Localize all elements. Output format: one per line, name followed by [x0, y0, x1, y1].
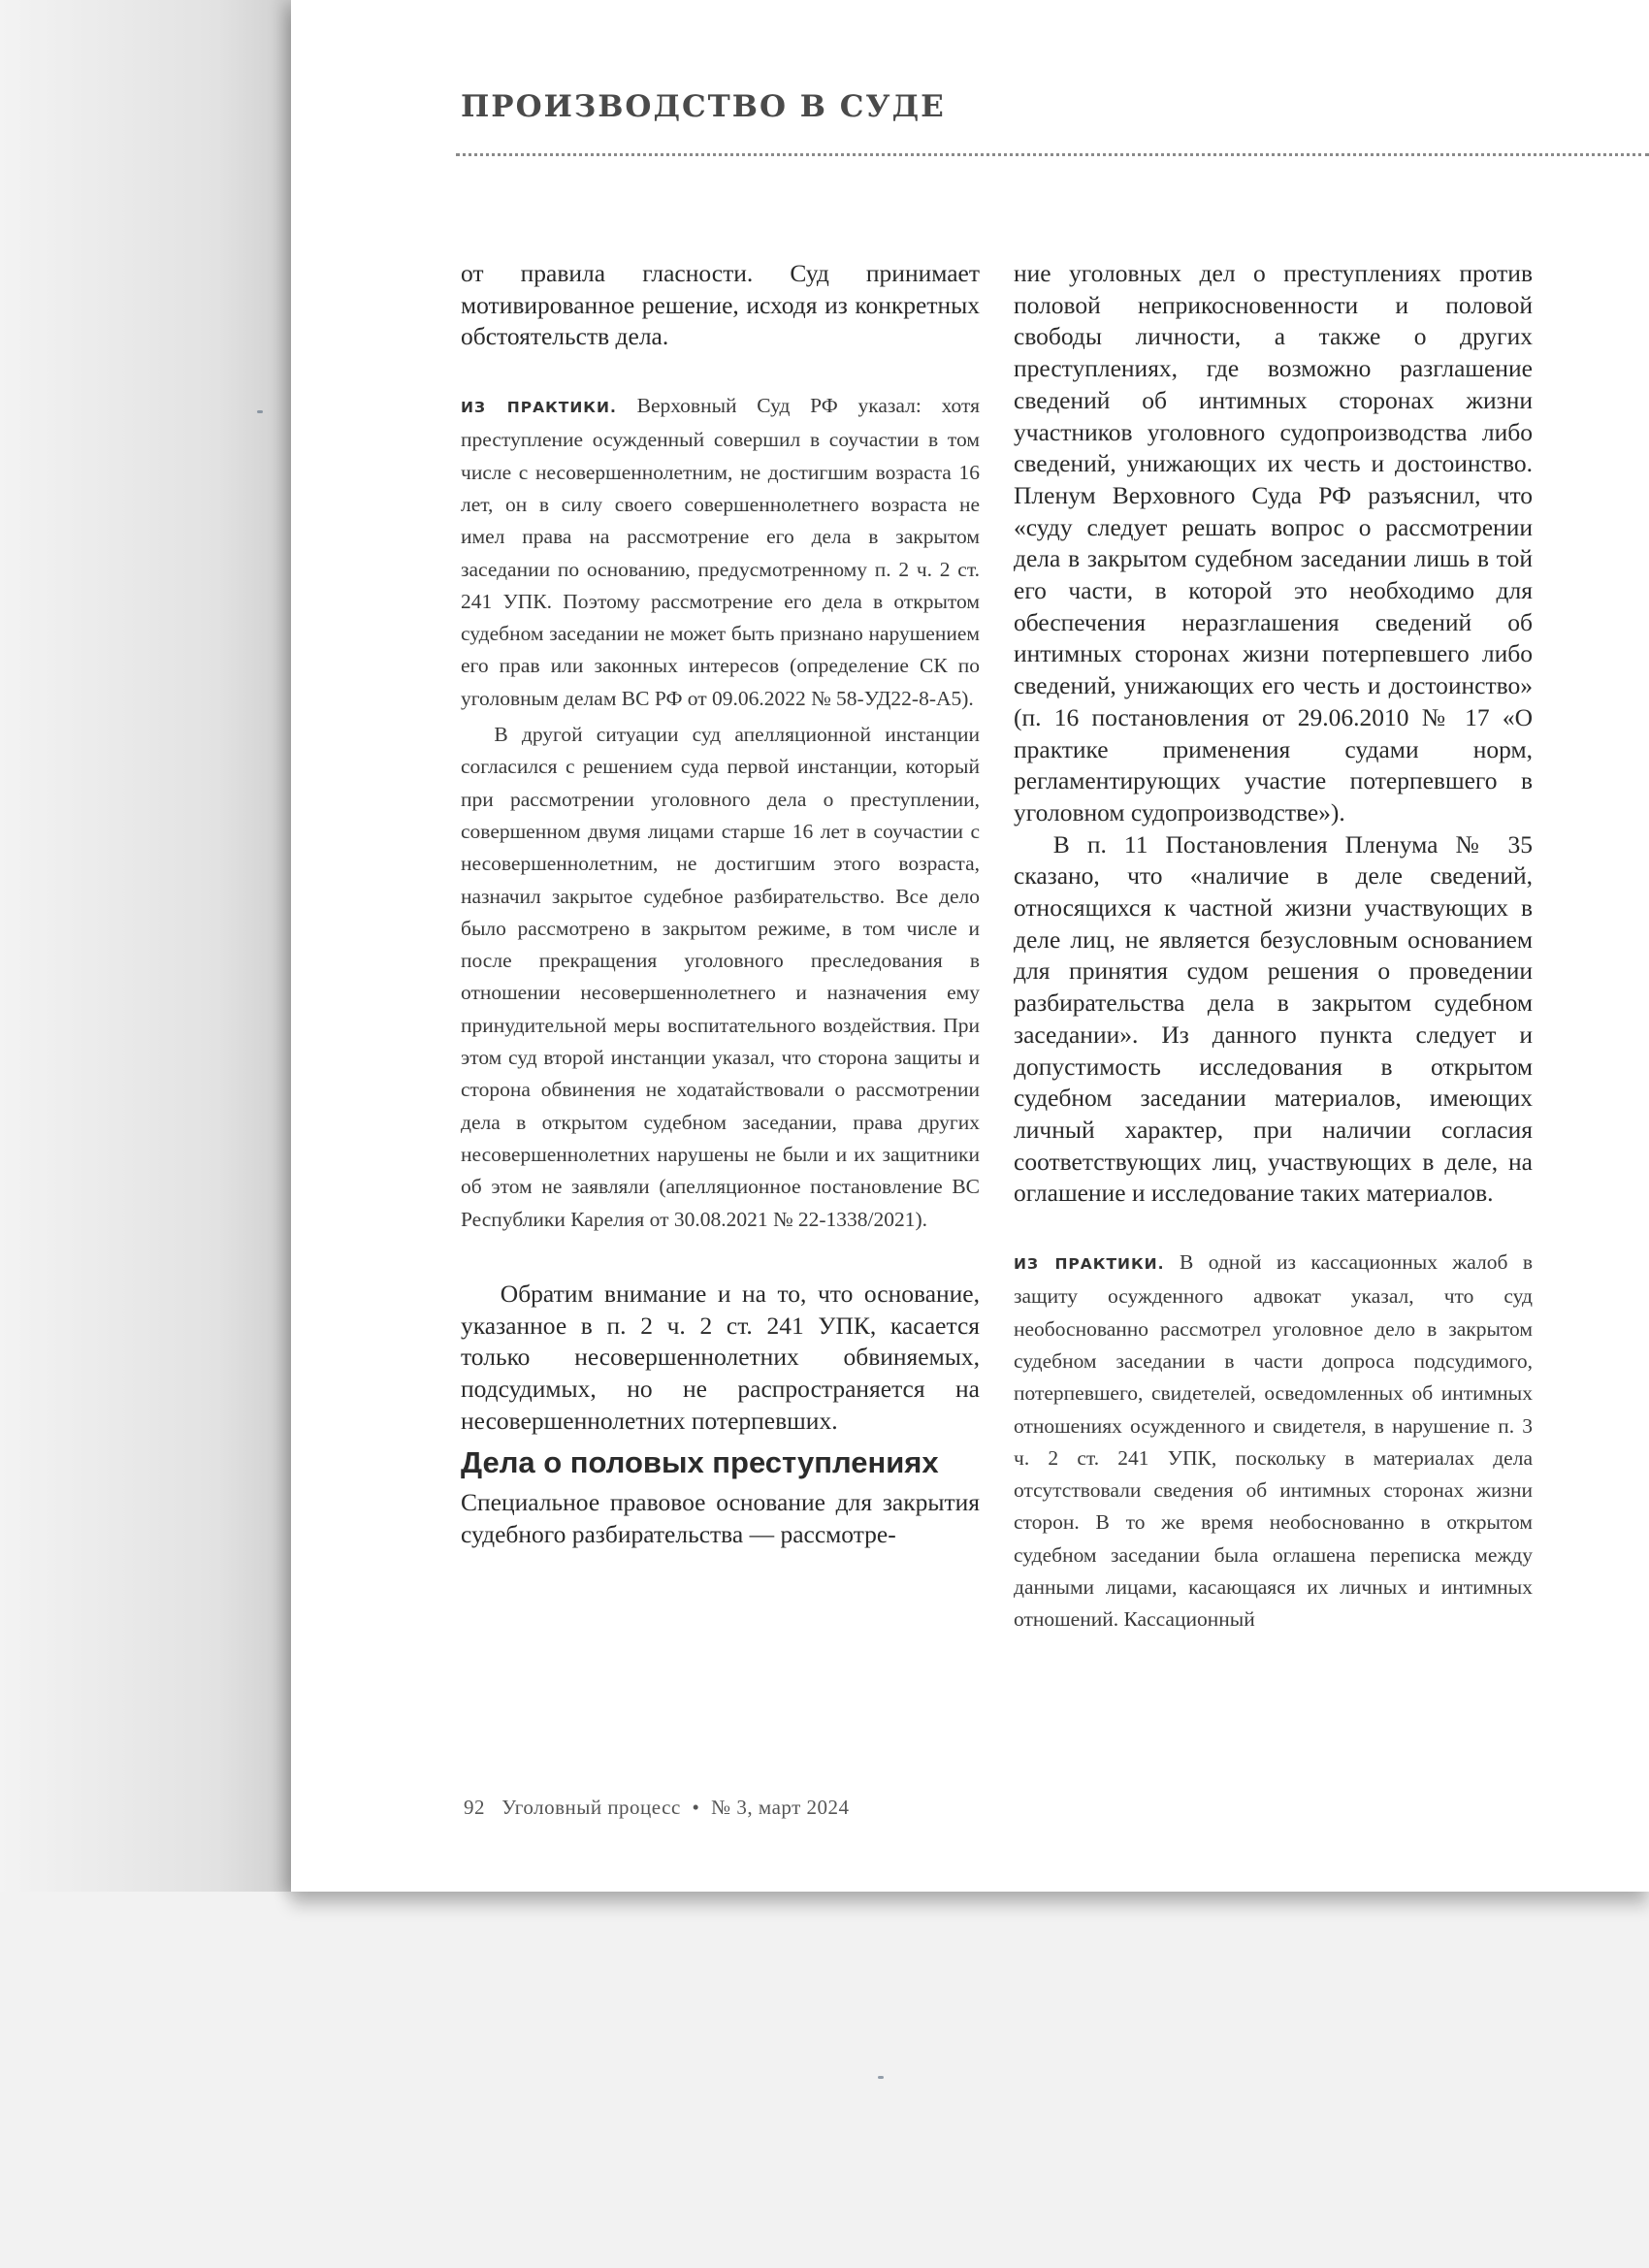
bullet-separator: • — [692, 1796, 700, 1819]
header-dotted-rule — [456, 153, 1649, 156]
practice-example — [461, 390, 980, 715]
section-header: ПРОИЗВОДСТВО В СУДЕ — [461, 89, 946, 124]
section-heading: Дела о половых преступлениях — [461, 1445, 939, 1480]
practice-text: В одной из кассационных жалоб в защиту осужденного адвокат указал, что суд необоснованно рассмотрел уголовное дело в закрытом судебном заседании в части допроса подсудимого, потерпевшего, свидетелей, осведомленных об интимных отношениях осужденного и свидетеля, в нарушение п. 3 ч. 2 ст. 241 УПК, поскольку в материалах дела отсутствовали сведения об интимных сторонах жизни сторон. В то же время необоснованно в открытом судебном заседании была оглашена переписка между данными лицами, касающаяся их личных и интимных отношений. Кассационный — [1014, 1250, 1533, 1632]
practice-example — [1014, 1247, 1533, 1636]
scan-speck — [257, 410, 263, 413]
journal-page — [291, 0, 1649, 1892]
paragraph: Обратим внимание и на то, что основание, указанное в п. 2 ч. 2 ст. 241 УПК, касается только несовершеннолетних обвиняемых, подсудимых, но не распространяется на несовершеннолетних потерпевших. — [461, 1279, 980, 1435]
paragraph: Специальное правовое основание для закрытия судебного разбирательства — рассмотре- — [461, 1488, 980, 1549]
page-number: 92 — [464, 1796, 485, 1819]
page-footer — [464, 1796, 850, 1820]
practice-label: ИЗ ПРАКТИКИ. — [461, 399, 617, 417]
paragraph: В п. 11 Постановления Пленума № 35 сказано, что «наличие в деле сведений, относящихся к частной жизни участвующих в деле лиц, не является безусловным основанием для принятия судом решения о проведении разбирательства дела в закрытом судебном заседании». Из данного пункта следует и допустимость исследования в открытом судебном заседании материалов, имеющих личный характер, при наличии согласия соответствующих лиц, участвующих в деле, на оглашение и исследование таких материалов. — [1014, 829, 1533, 1208]
practice-example-continued: В другой ситуации суд апелляционной инстанции согласился с решением суда первой инстанции, который при рассмотрении уголовного дела о преступлении, совершенном двумя лицами старше 16 лет в соучастии с несовершеннолетним, не достигшим этого возраста, назначил закрытое судебное разбирательство. Все дело было рассмотрено в закрытом режиме, в том числе и после прекращения уголовного преследования в отношении несовершеннолетнего и назначения ему принудительной меры воспитательного воздействия. При этом суд второй инстанции указал, что сторона защиты и сторона обвинения не ходатайствовали о рассмотрении дела в открытом судебном заседании, права других несовершеннолетних нарушены не были и их защитники об этом не заявляли (апелляционное постановление ВС Республики Карелия от 30.08.2021 № 22-1338/2021). — [461, 723, 980, 1231]
issue-info: № 3, март 2024 — [711, 1796, 850, 1819]
practice-text: Верховный Суд РФ указал: хотя преступление осужденный совершил в соучастии в том числе с несовершеннолетним, не достигшим возраста 16 лет, он в силу своего совершеннолетнего возраста не имел права на рассмотрение его дела в закрытом заседании по основанию, предусмотренному п. 2 ч. 2 ст. 241 УПК. Поэтому рассмотрение его дела в открытом судебном заседании не может быть признано нарушением его прав или законных интересов (определение СК по уголовным делам ВС РФ от 09.06.2022 № 58-УД22-8-А5). — [461, 394, 981, 710]
practice-label: ИЗ ПРАКТИКИ. — [1014, 1255, 1165, 1274]
right-column — [1014, 258, 1533, 1640]
scan-background-bottom — [0, 1892, 1649, 2268]
paragraph: от правила гласности. Суд принимает мотивированное решение, исходя из конкретных обстоятельств дела. — [461, 259, 980, 351]
paragraph: ние уголовных дел о преступлениях против половой неприкосновенности и половой свободы личности, а также о других преступлениях, где возможно разглашение сведений об интимных сторонах жизни участников уголовного судопроизводства либо сведений, унижающих их честь и достоинство. Пленум Верховного Суда РФ разъяснил, что «суду следует решать вопрос о рассмотрении дела в закрытом судебном заседании лишь в той его части, в которой это необходимо для обеспечения неразглашения сведений об интимных сторонах жизни потерпевшего либо сведений, унижающих его честь и достоинство» (п. 16 постановления от 29.06.2010 № 17 «О практике применения судами норм, регламентирующих участие потерпевшего в уголовном судопроизводстве»). — [1014, 259, 1533, 826]
left-column — [461, 258, 980, 1551]
journal-name: Уголовный процесс — [501, 1796, 681, 1819]
scan-background — [0, 0, 291, 1892]
scan-speck — [878, 2076, 884, 2079]
